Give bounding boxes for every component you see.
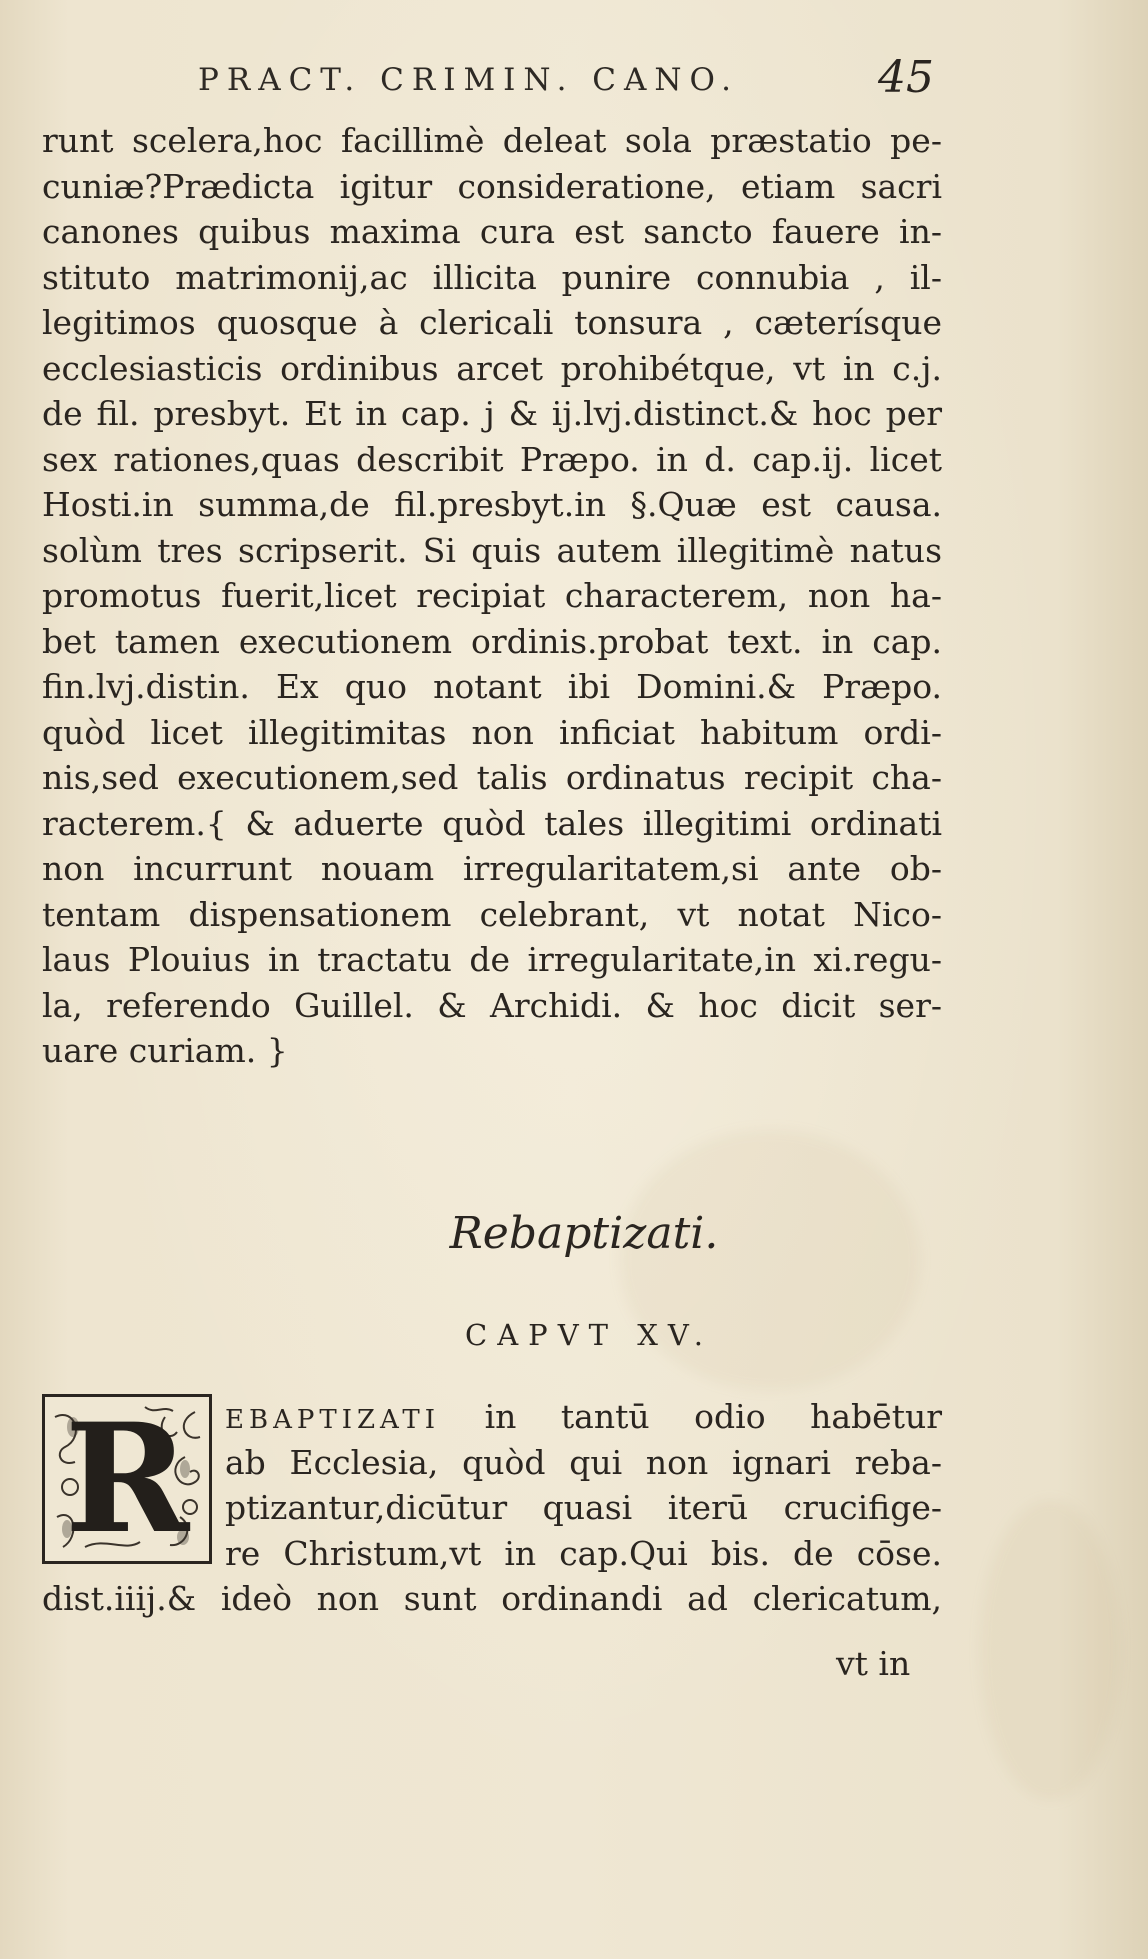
text-line: fin.lvj.distin. Ex quo notant ibi Domini.& Præpo. [42, 667, 942, 706]
text-line: promotus fuerit,licet recipiat characterem, non ha- [42, 576, 942, 615]
section-title: Rebaptizati. [449, 1208, 719, 1259]
text-line: sex rationes,quas describit Præpo. in d. cap.ij. licet [42, 439, 942, 479]
text-line: de fil. presbyt. Et in cap. j & ij.lvj.distinct.& hoc per [42, 394, 942, 433]
first-word: EBAPTIZATI [225, 1405, 441, 1435]
text-line [225, 1394, 942, 1440]
drop-cap-letter: R [64, 1391, 190, 1567]
text-line: non incurrunt nouam irregularitatem,si ante ob- [42, 849, 942, 888]
chapter-body-text [42, 1576, 942, 1622]
text-line: canones quibus maxima cura est sancto fauere in- [42, 212, 942, 251]
chapter-opening-text [225, 1394, 942, 1576]
text-line: quòd licet illegitimitas non inficiat habitum ordi- [42, 712, 942, 752]
text-line: re Christum,vt in cap.Qui bis. de cōse. [225, 1533, 942, 1573]
text-line: cuniæ?Prædicta igitur consideratione, etiam sacri [42, 166, 942, 206]
text-line: laus Plouius in tractatu de irregularitate,in xi.regu- [42, 940, 942, 979]
text-line: ab Ecclesia, quòd qui non ignari reba- [225, 1442, 942, 1482]
text-line: dist.iiij.& ideò non sunt ordinandi ad clericatum, [42, 1579, 942, 1618]
text-line: bet tamen executionem ordinis.probat text. in cap. [42, 621, 942, 661]
text-line: runt scelera,hoc facillimè deleat sola præstatio pe- [42, 121, 942, 160]
text-line: stituto matrimonij,ac illicita punire connubia , il- [42, 257, 942, 297]
page-number: 45 [878, 52, 934, 103]
text-line: legitimos quosque à clericali tonsura , cæterísque [42, 303, 942, 342]
running-head: PRACT. CRIMIN. CANO. [198, 62, 739, 98]
text-line: nis,sed executionem,sed talis ordinatus recipit cha- [42, 758, 942, 797]
text-line: solùm tres scripserit. Si quis autem illegitimè natus [42, 530, 942, 570]
body-text [42, 118, 942, 1074]
paper-stain [980, 1500, 1120, 1800]
decorated-initial [42, 1391, 212, 1567]
text-line: tentam dispensationem celebrant, vt notat Nico- [42, 894, 942, 934]
text-line: ecclesiasticis ordinibus arcet prohibétque, vt in c.j. [42, 348, 942, 388]
text-line: Hosti.in summa,de fil.presbyt.in §.Quæ est causa. [42, 485, 942, 524]
text-line: ptizantur,dicūtur quasi iterū crucifige- [225, 1488, 942, 1527]
text-line: racterem.{ & aduerte quòd tales illegitimi ordinati [42, 803, 942, 843]
text-fragment: in tantū odio habētur [484, 1397, 942, 1436]
text-line: la, referendo Guillel. & Archidi. & hoc dicit ser- [42, 985, 942, 1025]
catchword: vt in [836, 1644, 911, 1683]
chapter-heading: CAPVT XV. [465, 1318, 713, 1352]
text-line: uare curiam. } [42, 1031, 288, 1070]
